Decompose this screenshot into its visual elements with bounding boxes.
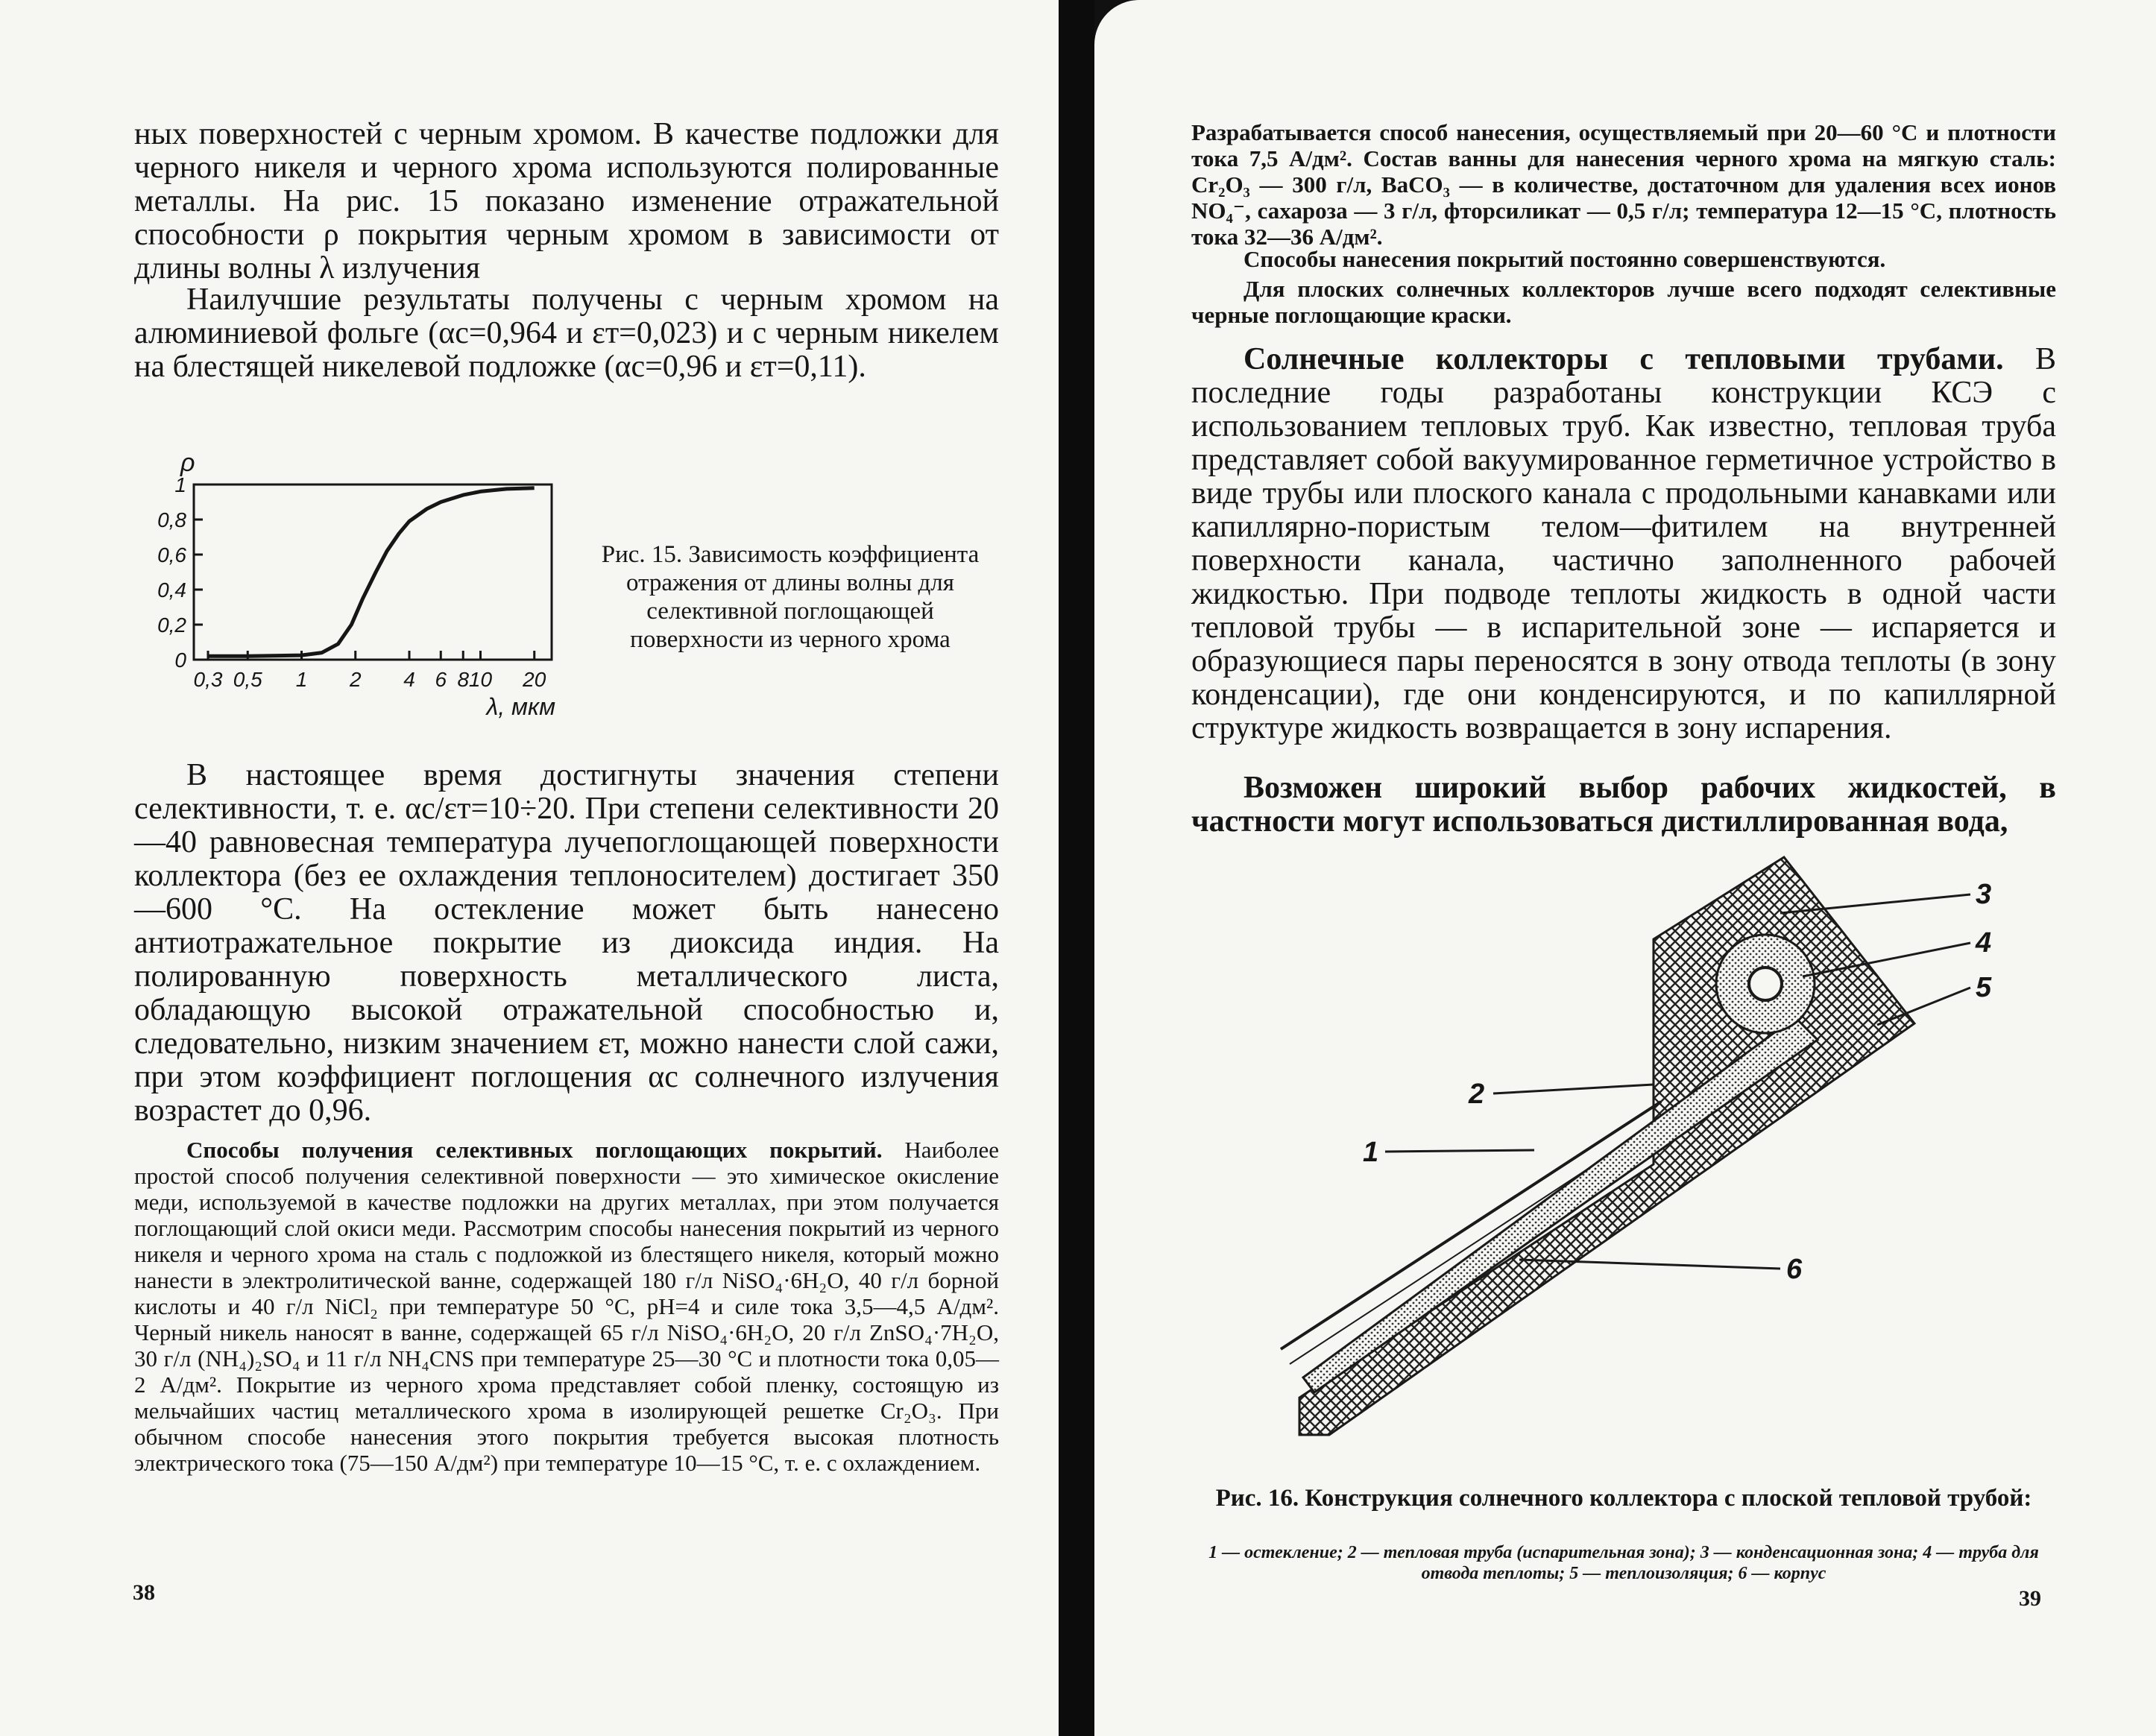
y-tick-label: 0,4: [157, 578, 186, 602]
right-paragraph-5: Возможен широкий выбор рабочих жидкостей, в частности могут использоваться дистиллированная вода,: [1191, 771, 2056, 839]
plot-frame: [194, 484, 552, 660]
page-number-left: 38: [133, 1580, 155, 1605]
x-tick-label: 8: [457, 668, 470, 691]
x-tick-label: 20: [523, 668, 546, 691]
collector-body-hatched: [1299, 857, 1914, 1435]
right-paragraph-4-body: В последние годы разработаны конструкции КСЭ с использованием тепловых труб. Как известно, тепловая труба представляет собой вакуумированное герметичное устройство в виде трубы или плоского канала с продольными канавками или капиллярно-пористым телом—фитилем на внутренней поверхности канала, частично заполненного рабочей жидкостью. При подводе теплоты жидкость в одной части тепловой трубы — в испарительной зоне — испаряется и образующиеся пары переносятся в зону отвода теплоты (в зону конденсации), где они конденсируются, и по капиллярной структуре жидкость возвращается в зону испарения.: [1191, 342, 2057, 745]
x-tick-label: 0,5: [233, 668, 262, 691]
y-tick-label: 0,2: [157, 613, 186, 637]
y-axis-label: ρ: [180, 449, 195, 477]
y-tick-label: 0,8: [157, 508, 186, 531]
fig16-diagram: [1221, 842, 2011, 1453]
label-6: 6: [1786, 1254, 1803, 1285]
left-paragraph-4-body: Наиболее простой способ получения селективной поверхности — это химическое окисление меди, используемой в качестве подложки на других металлах, при этом получается поглощающий слой окиси меди. Рассмотрим способы нанесения покрытий из черного никеля и черного хрома на сталь с подложкой из блестящего никеля, который можно нанести в электролитической ванне, содержащей 180 г/л NiSO₄·6H₂O, 40 г/л борной кислоты и 40 г/л NiCl₂ при температуре 50 °C, pH=4 и силе тока 3,5—4,5 А/дм². Черный никель наносят в ванне, содержащей 65 г/л NiSO₄·6H₂O, 20 г/л ZnSO₄·7H₂O, 30 г/л (NH₄)₂SO₄ и 11 г/л NH₄CNS при температуре 25—30 °C и плотности тока 0,05—2 А/дм². Покрытие из черного хрома представляет собой пленку, состоящую из мельчайших частиц металлического хрома в изолирующей решетке Cr₂O₃. При обычном способе нанесения этого покрытия требуется высокая плотность электрического тока (75—150 А/дм²) при температуре 10—15 °C, т. е. с охлаждением.: [134, 1137, 1000, 1476]
label-4: 4: [1976, 927, 1992, 959]
reflectance-curve: [208, 488, 535, 657]
heat-pipe-evaporator: [1303, 1017, 1818, 1392]
condenser-zone: [1716, 935, 1815, 1033]
right-page: [1094, 0, 2156, 1736]
left-paragraph-4: [134, 1137, 999, 1476]
right-paragraph-1: Разрабатывается способ нанесения, осуществляемый при 20—60 °C и плотности тока 7,5 А/дм². Состав ванны для нанесения черного хрома на мягкую сталь: Cr₂O₃ — 300 г/л, BaCO₃ — в количестве, достаточном для удаления всех ионов NO₄⁻, сахароза — 3 г/л, фторсиликат — 0,5 г/л; температура 12—15 °C, плотность тока 32—36 А/дм².: [1191, 119, 2056, 250]
label-1: 1: [1363, 1137, 1379, 1168]
x-axis-label: λ, мкм: [486, 693, 555, 720]
right-section-heading: Солнечные коллекторы с тепловыми трубами.: [1244, 342, 2004, 376]
right-paragraph-4: [1191, 343, 2056, 745]
fig15-chart: [134, 440, 619, 723]
right-paragraph-2: Способы нанесения покрытий постоянно совершенствуются.: [1244, 246, 1886, 272]
right-paragraph-3: Для плоских солнечных коллекторов лучше всего подходят селективные черные поглощающие краски.: [1191, 276, 2056, 328]
fig16-caption: Рис. 16. Конструкция солнечного коллектора с плоской тепловой трубой:: [1215, 1485, 2032, 1512]
x-tick-label: 10: [468, 668, 493, 691]
x-tick-label: 0,3: [193, 668, 223, 691]
left-paragraph-3: В настоящее время достигнуты значения степени селективности, т. е. αс/εт=10÷20. При степени селективности 20—40 равновесная температура лучепоглощающей поверхности коллектора (без ее охлаждения теплоносителем) достигает 350—600 °C. На остекление может быть нанесено антиотражательное покрытие из диоксида индия. На полированную поверхность металлического листа, обладающую высокой отражательной способностью и, следовательно, низким значением εт, можно нанести слой сажи, при этом коэффициент поглощения αс солнечного излучения возрастет до 0,96.: [134, 758, 999, 1128]
label-2: 2: [1469, 1079, 1485, 1110]
left-paragraph-2: Наилучшие результаты получены с черным хромом на алюминиевой фольге (αс=0,964 и εт=0,023) и с черным никелем на блестящей никелевой подложке (αс=0,96 и εт=0,11).: [134, 283, 999, 384]
x-tick-label: 1: [295, 668, 308, 691]
y-tick-label: 1: [174, 473, 186, 496]
label-3: 3: [1976, 879, 1992, 910]
x-tick-label: 2: [349, 668, 362, 691]
y-tick-label: 0: [174, 648, 186, 672]
x-tick-label: 6: [435, 668, 447, 691]
book-gutter: [1059, 0, 1094, 1736]
fig16-legend: 1 — остекление; 2 — тепловая труба (испарительная зона); 3 — конденсационная зона; 4 — труба для отвода теплоты; 5 — теплоизоляция; 6 — корпус: [1208, 1543, 2039, 1583]
x-tick-label: 4: [403, 668, 415, 691]
fig15-caption: Рис. 15. Зависимость коэффициента отражения от длины волны для селективной поглощающей поверхности из черного хрома: [601, 541, 980, 653]
left-page: [0, 0, 1059, 1736]
left-paragraph-1: ных поверхностей с черным хромом. В качестве подложки для черного никеля и черного хрома используются полированные металлы. На рис. 15 показано изменение отражательной способности ρ покрытия черным хромом в зависимости от длины волны λ излучения: [134, 117, 999, 285]
page-number-right: 39: [2019, 1586, 2041, 1611]
y-tick-label: 0,6: [157, 543, 186, 566]
left-paragraph-4-heading: Способы получения селективных поглощающих покрытий.: [186, 1137, 883, 1163]
label-5: 5: [1976, 972, 1992, 1003]
